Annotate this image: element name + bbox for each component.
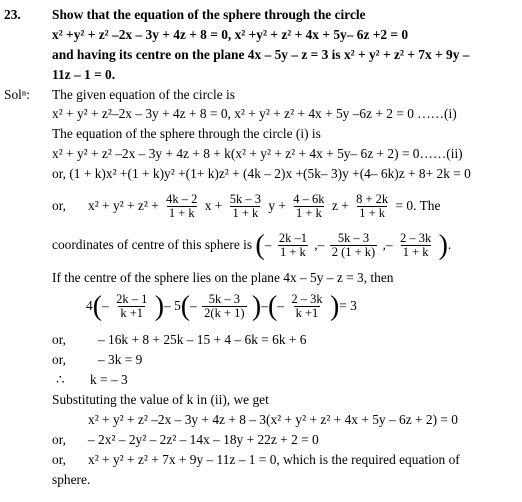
term-b: $\frac{5k - 3}{2(k + 1)}$ bbox=[204, 292, 245, 321]
solution-line-6: x² + y² + z² + $\frac{4k - 2}{1 + k}$ x + $\frac{5k - 3}{1 + k}$ y + $\frac{4 - 6k}{1 + k}$ z + $\frac{8 + 2k}{1 + k}$ = 0. The bbox=[88, 192, 441, 221]
fraction-y-coef: $\frac{5k - 3}{1 + k}$ bbox=[229, 192, 261, 221]
solution-line-7: coordinates of centre of this sphere is (– $\frac{2k -1}{1 + k}$ ,– $\frac{5k - 3}{2 (1 + k)}$ ,– $\frac{2 - 3k}{1 + k}$ ). bbox=[52, 229, 452, 261]
solution-line-8: If the centre of the sphere lies on the plane 4x – 5y – z = 3, then bbox=[52, 270, 394, 285]
solution-line-12: k = – 3 bbox=[90, 372, 128, 387]
solution-line-14: x² + y² + z² –2x – 3y + 4z + 8 – 3(x² + y² + z² + 4x + 5y – 6z + 2) = 0 bbox=[88, 412, 458, 427]
solution-line-15: – 2x² – 2y² – 2z² – 14x – 18y + 22z + 2 = 0 bbox=[88, 432, 319, 447]
solution-label: Solⁿ: bbox=[4, 87, 30, 102]
solution-line-15-or: or, bbox=[52, 432, 66, 447]
solution-line-11: – 3k = 9 bbox=[98, 352, 143, 367]
solution-line-11-or: or, bbox=[52, 352, 66, 367]
solution-line-13: Substituting the value of k in (ii), we get bbox=[52, 392, 269, 407]
problem-number: 23. bbox=[4, 7, 21, 22]
solution-line-10: – 16k + 8 + 25k – 15 + 4 – 6k = 6k + 6 bbox=[98, 332, 307, 347]
solution-line-10-or: or, bbox=[52, 332, 66, 347]
solution-line-1: The given equation of the circle is bbox=[52, 87, 235, 102]
centre-y: $\frac{5k - 3}{2 (1 + k)}$ bbox=[331, 231, 376, 260]
line6-lead: x² + y² + z² + bbox=[88, 198, 159, 213]
solution-line-17: sphere. bbox=[52, 472, 91, 487]
term-c: $\frac{2 - 3k}{k +1}$ bbox=[291, 292, 323, 321]
centre-x: $\frac{2k -1}{1 + k}$ bbox=[278, 231, 307, 260]
solution-line-4: x² + y² + z² –2x – 3y + 4z + 8 + k(x² + y² + z² + 4x + 5y– 6z + 2) = 0……(ii) bbox=[52, 146, 463, 161]
problem-line-3: and having its centre on the plane 4x – 5y – z = 3 is x² + y² + z² + 7x + 9y – bbox=[52, 47, 470, 62]
solution-line-3: The equation of the sphere through the circle (i) is bbox=[52, 126, 321, 141]
term-a: $\frac{2k - 1}{k +1}$ bbox=[116, 292, 148, 321]
problem-line-1: Show that the equation of the sphere through the circle bbox=[52, 7, 366, 22]
centre-text: coordinates of centre of this sphere is bbox=[52, 237, 253, 252]
problem-line-2: x² +y² + z² –2x – 3y + 4z + 8 = 0, x² +y² + z² + 4x + 5y– 6z +2 = 0 bbox=[52, 27, 409, 42]
centre-z: $\frac{2 - 3k}{1 + k}$ bbox=[399, 231, 432, 260]
solution-line-16: x² + y² + z² + 7x + 9y – 11z – 1 = 0, which is the required equation of bbox=[88, 452, 460, 467]
problem-line-4: 11z – 1 = 0. bbox=[52, 67, 116, 82]
solution-line-2: x² + y² + z²–2x – 3y + 4z + 8 = 0, x² + y² + z² + 4x + 5y –6z + 2 = 0 ……(i) bbox=[52, 106, 457, 121]
solution-line-6-or: or, bbox=[52, 198, 66, 213]
fraction-x-coef: $\frac{4k - 2}{1 + k}$ bbox=[166, 192, 198, 221]
therefore-symbol: ∴ bbox=[56, 372, 65, 387]
fraction-z-coef: $\frac{4 - 6k}{1 + k}$ bbox=[293, 192, 325, 221]
fraction-constant: $\frac{8 + 2k}{1 + k}$ bbox=[356, 192, 389, 221]
solution-line-16-or: or, bbox=[52, 452, 66, 467]
solution-line-5: or, (1 + k)x² +(1 + k)y² +(1+ k)z² + (4k – 2)x +(5k– 3)y +(4– 6k)z + 8+ 2k = 0 bbox=[52, 166, 471, 181]
solution-line-9: 4(– $\frac{2k - 1}{k +1}$ )– 5(– $\frac{5k - 3}{2(k + 1)}$ )–(– $\frac{2 - 3k}{k +1}$ )= 3 bbox=[86, 290, 357, 322]
